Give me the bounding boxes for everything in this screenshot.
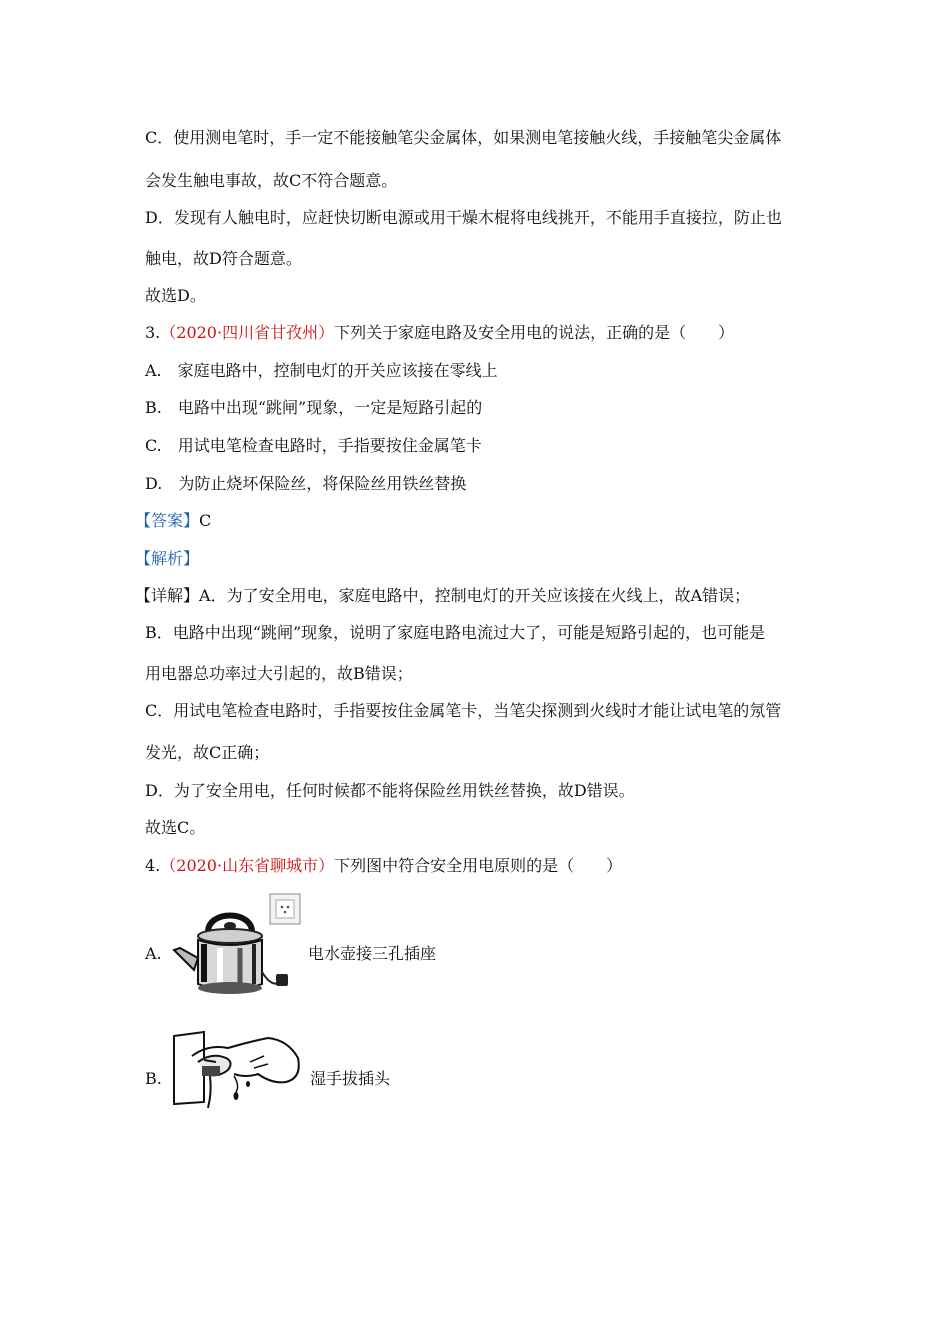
text-line: 会发生触电事故，故C不符合题意。 bbox=[145, 171, 398, 190]
detail-text: A．为了安全用电，家庭电路中，控制电灯的开关应该接在火线上，故A错误； bbox=[199, 586, 751, 605]
detail-tag: 【详解】 bbox=[135, 586, 200, 605]
option-a-caption: 电水壶接三孔插座 bbox=[308, 944, 437, 963]
text-line: 故选D。 bbox=[145, 286, 206, 305]
question-source: （2020·山东省聊城市） bbox=[160, 856, 335, 875]
detail-line: 用电器总功率过大引起的，故B错误； bbox=[145, 664, 413, 683]
text-line: 触电，故D符合题意。 bbox=[145, 249, 302, 268]
wet-hand-image bbox=[168, 1022, 308, 1110]
detail-line: C．用试电笔检查电路时，手指要按住金属笔卡，当笔尖探测到火线时才能让试电笔的氖管 bbox=[145, 701, 782, 720]
option-b: B. 电路中出现“跳闸”现象，一定是短路引起的 bbox=[145, 398, 483, 417]
analysis-tag: 【解析】 bbox=[135, 549, 200, 568]
option-b-caption: 湿手拔插头 bbox=[310, 1069, 391, 1088]
option-a: A. 家庭电路中，控制电灯的开关应该接在零线上 bbox=[145, 361, 498, 380]
option-a-letter: A. bbox=[145, 944, 162, 963]
option-c: C. 用试电笔检查电路时，手指要按住金属笔卡 bbox=[145, 436, 482, 455]
text-line: C．使用测电笔时，手一定不能接触笔尖金属体，如果测电笔接触火线，手接触笔尖金属体 bbox=[145, 128, 782, 147]
question-3-stem bbox=[145, 323, 734, 343]
question-4-stem bbox=[145, 856, 622, 876]
detail-line: 发光，故C正确； bbox=[145, 743, 270, 762]
answer-value: C bbox=[199, 511, 212, 530]
detail-line bbox=[135, 586, 750, 606]
detail-line: 故选C。 bbox=[145, 818, 206, 837]
question-source: （2020·四川省甘孜州） bbox=[160, 323, 335, 342]
text-line: D．发现有人触电时，应赶快切断电源或用干燥木棍将电线挑开，不能用手直接拉，防止也 bbox=[145, 208, 782, 227]
answer-line bbox=[135, 511, 211, 531]
question-text: 下列图中符合安全用电原则的是（ ） bbox=[334, 856, 623, 875]
detail-line: B．电路中出现“跳闸”现象，说明了家庭电路电流过大了，可能是短路引起的，也可能是 bbox=[145, 623, 766, 642]
question-number: 3. bbox=[145, 323, 161, 342]
question-number: 4. bbox=[145, 856, 161, 875]
answer-tag: 【答案】 bbox=[135, 511, 200, 530]
kettle-image bbox=[168, 892, 302, 1000]
option-d: D. 为防止烧坏保险丝，将保险丝用铁丝替换 bbox=[145, 474, 467, 493]
question-text: 下列关于家庭电路及安全用电的说法，正确的是（ ） bbox=[334, 323, 735, 342]
detail-line: D．为了安全用电，任何时候都不能将保险丝用铁丝替换，故D错误。 bbox=[145, 781, 635, 800]
option-b-letter: B. bbox=[145, 1069, 162, 1088]
